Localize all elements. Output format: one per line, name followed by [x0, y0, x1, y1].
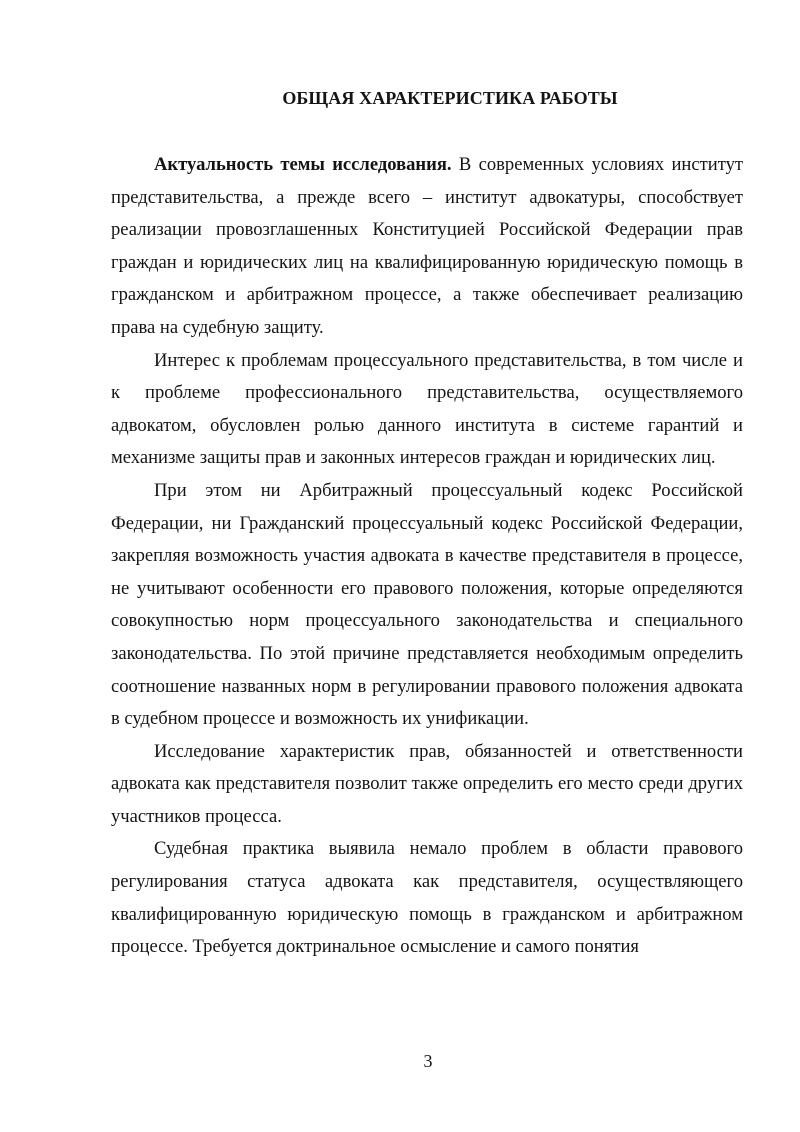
section-title: ОБЩАЯ ХАРАКТЕРИСТИКА РАБОТЫ [282, 88, 618, 108]
paragraph-relevance [111, 149, 743, 345]
paragraph: Интерес к проблемам процессуального представительства, в том числе и к проблеме профессионального представительства, осуществляемого адвокатом, обусловлен ролью данного института в системе гарантий и механизме защиты прав и законных интересов граждан и юридических лиц. [111, 349, 743, 469]
paragraph: Исследование характеристик прав, обязанностей и ответственности адвоката как представителя позволит также определить его место среди других участников процесса. [111, 740, 743, 827]
paragraph-text: В современных условиях институт представительства, а прежде всего – институт адвокатуры, способствует реализации провозглашенных Конституцией Российской Федерации прав граждан и юридических лиц на квалифицированную юридическую помощь в гражданском и арбитражном процессе, а также обеспечивает реализацию права на судебную защиту. [111, 154, 743, 338]
paragraph: Судебная практика выявила немало проблем в области правового регулирования статуса адвоката как представителя, осуществляющего квалифицированную юридическую помощь в гражданском и арбитражном процессе. Требуется доктринальное осмысление и самого понятия [111, 838, 743, 958]
page-number: 3 [423, 1051, 433, 1071]
paragraph-lead: Актуальность темы исследования. [154, 154, 452, 175]
paragraph: При этом ни Арбитражный процессуальный кодекс Российской Федерации, ни Гражданский процессуальный кодекс Российской Федерации, закрепляя возможность участия адвоката в качестве представителя в процессе, не учитывают особенности его правового положения, которые определяются совокупностью норм процессуального законодательства и специального законодательства. По этой причине представляется необходимым определить соотношение названных норм в регулировании правового положения адвоката в судебном процессе и возможность их унификации. [111, 479, 743, 730]
body-text [111, 149, 743, 964]
